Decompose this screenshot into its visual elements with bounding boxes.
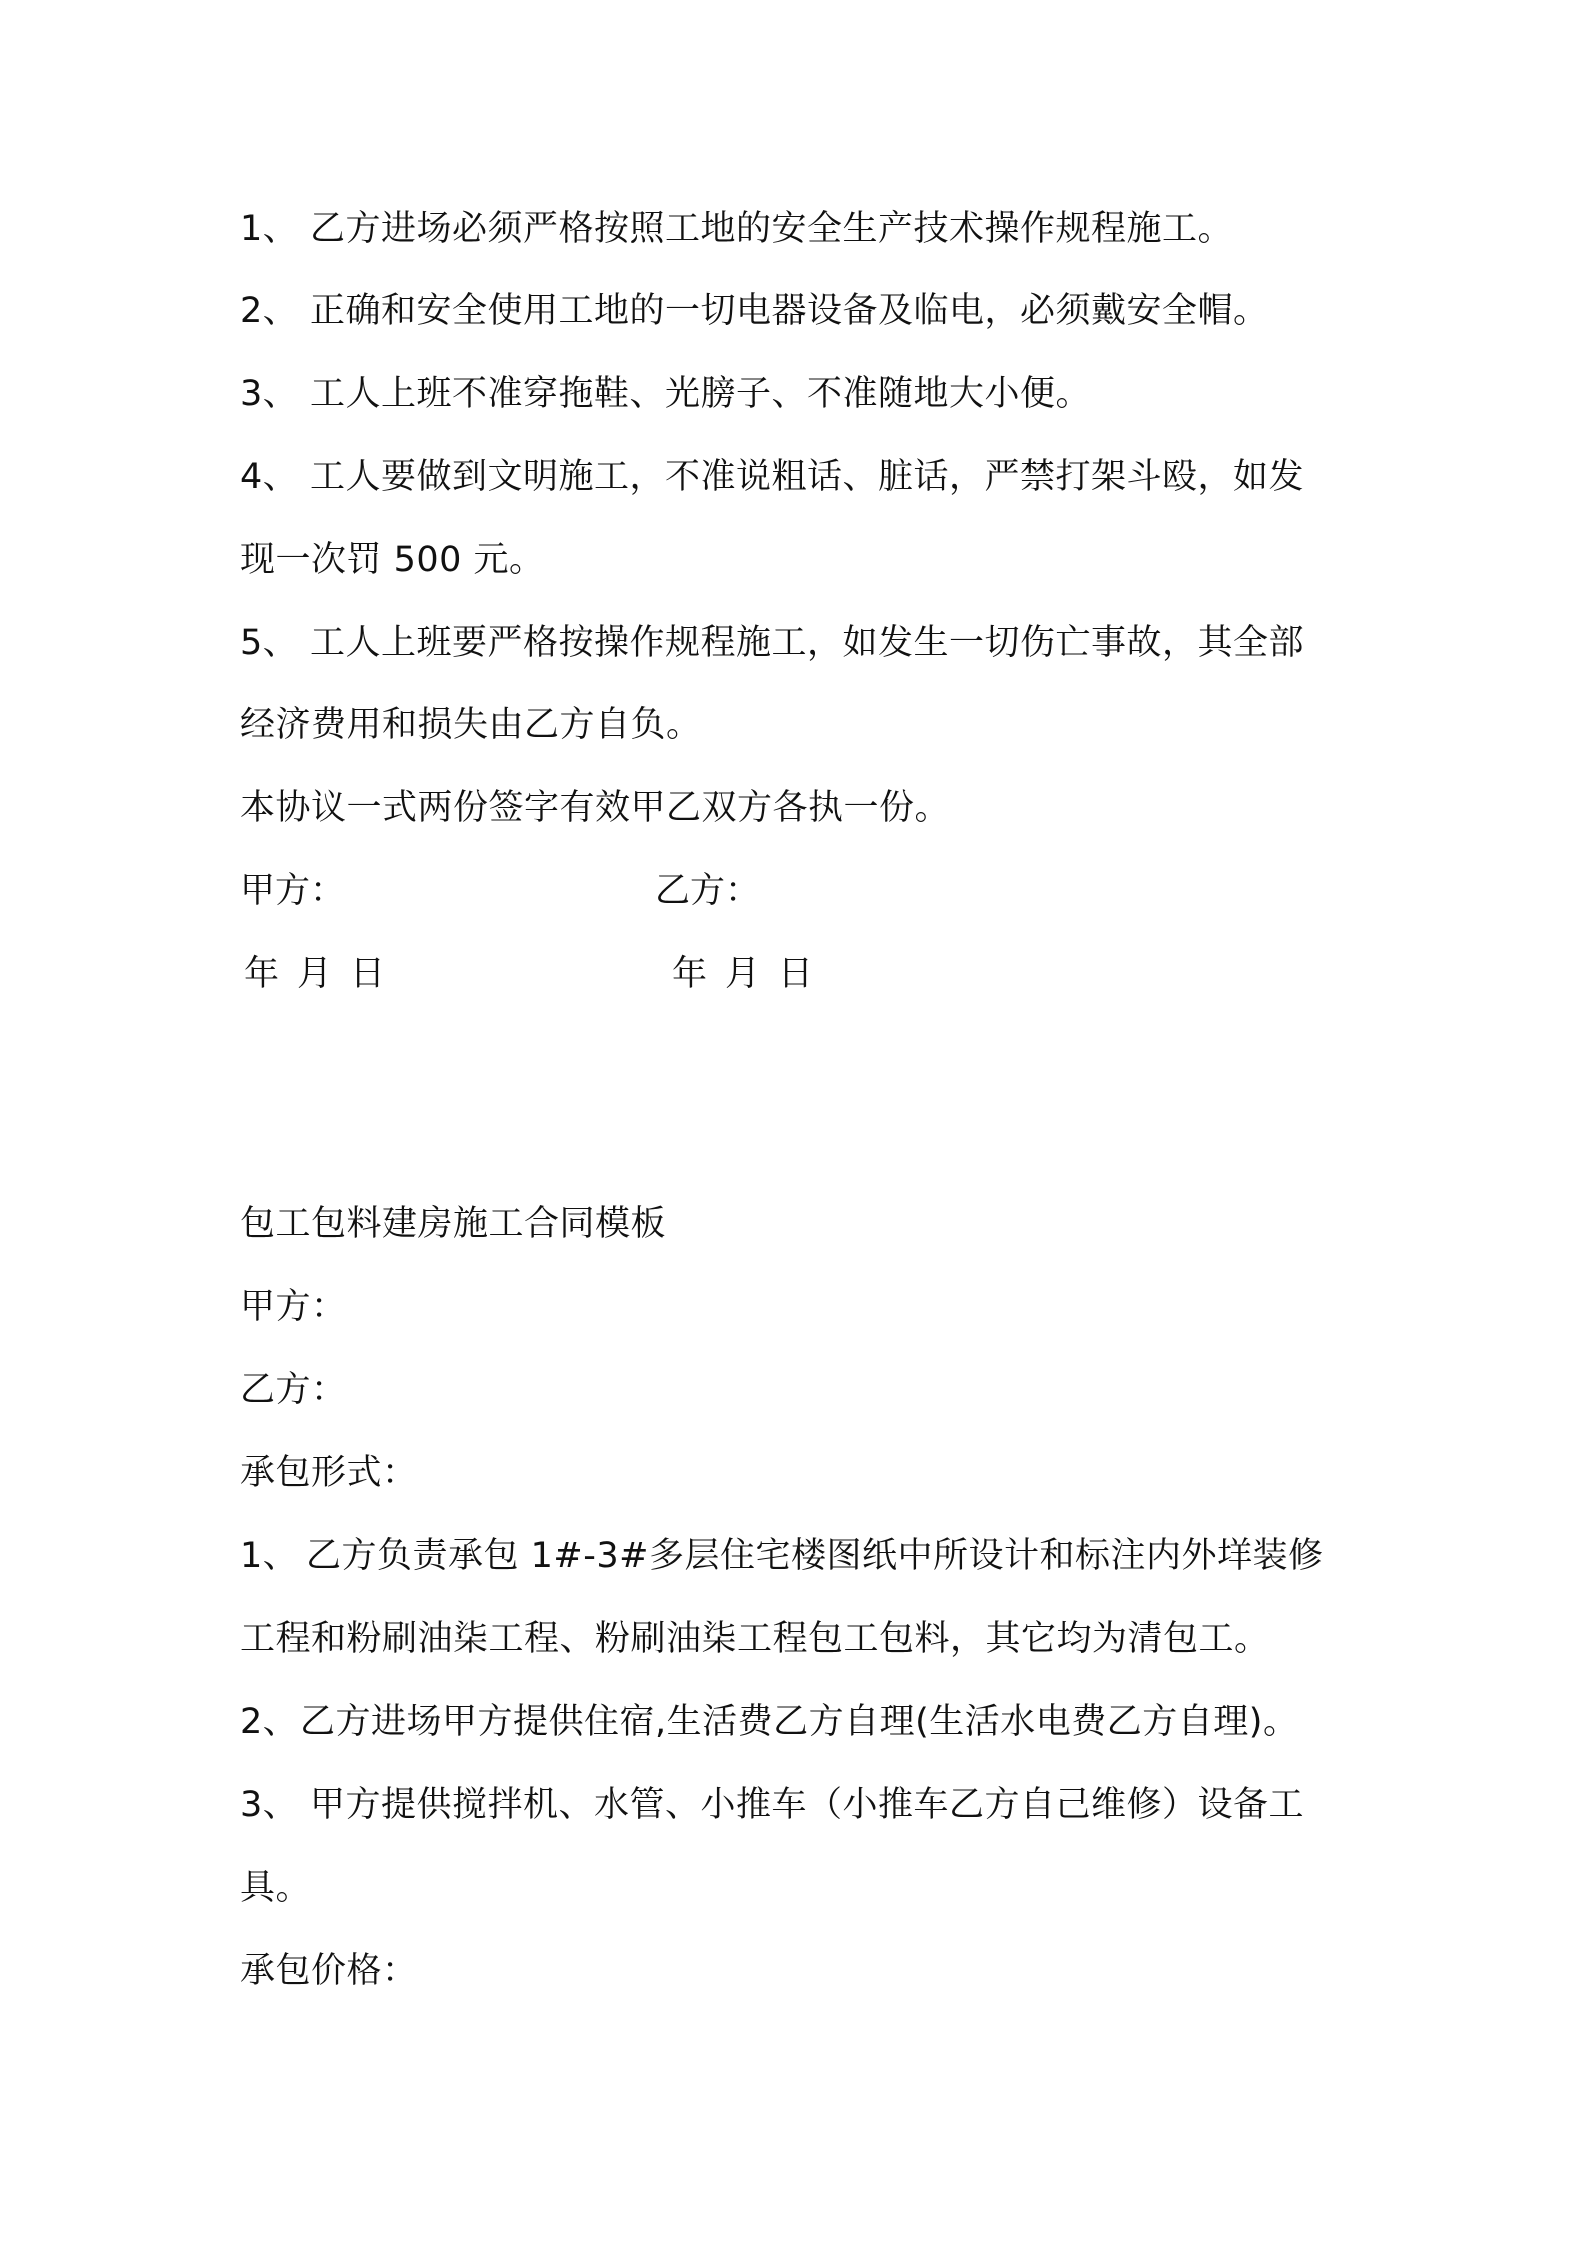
party-b-label: 乙方： bbox=[240, 1370, 347, 1410]
clause-number: 2、 bbox=[240, 1702, 299, 1742]
clause-text: 正确和安全使用工地的一切电器设备及临电，必须戴安全帽。 bbox=[310, 291, 1269, 331]
clause-2 bbox=[240, 290, 1269, 332]
clause-5-continued: 经济费用和损失由乙方自负。 bbox=[240, 705, 702, 745]
clause-5 bbox=[240, 622, 1304, 664]
clause-4 bbox=[240, 456, 1304, 498]
agreement-statement: 本协议一式两份签字有效甲乙双方各执一份。 bbox=[240, 788, 951, 828]
clause-text: 甲方提供搅拌机、水管、小推车（小推车乙方自己维修）设备工 bbox=[310, 1785, 1305, 1825]
clause-3 bbox=[240, 373, 1091, 415]
contract-price-label: 承包价格： bbox=[240, 1951, 418, 1991]
clause-number: 3、 bbox=[240, 1785, 299, 1825]
clause-number: 1、 bbox=[240, 1536, 299, 1576]
party-a-signature-label: 甲方： bbox=[240, 871, 346, 911]
party-b-signature-label: 乙方： bbox=[655, 871, 761, 911]
clause-text: 乙方负责承包 1#-3#多层住宅楼图纸中所设计和标注内外垟装修 bbox=[306, 1536, 1324, 1576]
clause-text: 工人要做到文明施工，不准说粗话、脏话，严禁打架斗殴，如发 bbox=[310, 457, 1305, 497]
month-label: 月 bbox=[725, 954, 761, 994]
clause-text: 乙方进场必须严格按照工地的安全生产技术操作规程施工。 bbox=[310, 209, 1234, 249]
contract-title: 包工包料建房施工合同模板 bbox=[240, 1204, 667, 1244]
clause-text: 工人上班不准穿拖鞋、光膀子、不准随地大小便。 bbox=[310, 374, 1092, 414]
clause-number: 3、 bbox=[240, 374, 299, 414]
contract-form-label: 承包形式： bbox=[240, 1453, 418, 1493]
year-label: 年 bbox=[244, 954, 280, 994]
form-clause-1-continued: 工程和粉刷油柒工程、粉刷油柒工程包工包料，其它均为清包工。 bbox=[240, 1619, 1270, 1659]
day-label: 日 bbox=[778, 954, 814, 994]
clause-text: 乙方进场甲方提供住宿,生活费乙方自理(生活水电费乙方自理)。 bbox=[300, 1702, 1299, 1742]
month-label: 月 bbox=[297, 954, 333, 994]
clause-number: 1、 bbox=[240, 209, 299, 249]
clause-number: 2、 bbox=[240, 291, 299, 331]
clause-number: 4、 bbox=[240, 457, 299, 497]
year-label: 年 bbox=[672, 954, 708, 994]
party-b-date bbox=[672, 953, 831, 995]
form-clause-2 bbox=[240, 1701, 1298, 1743]
form-clause-3-continued: 具。 bbox=[240, 1868, 312, 1908]
clause-number: 5、 bbox=[240, 623, 299, 663]
clause-4-continued: 现一次罚 500 元。 bbox=[240, 540, 545, 580]
clause-1 bbox=[240, 208, 1233, 250]
form-clause-1 bbox=[240, 1535, 1323, 1577]
party-a-date bbox=[244, 953, 403, 995]
day-label: 日 bbox=[350, 954, 386, 994]
form-clause-3 bbox=[240, 1784, 1304, 1826]
party-a-label: 甲方： bbox=[240, 1287, 347, 1327]
clause-text: 工人上班要严格按操作规程施工，如发生一切伤亡事故，其全部 bbox=[310, 623, 1305, 663]
